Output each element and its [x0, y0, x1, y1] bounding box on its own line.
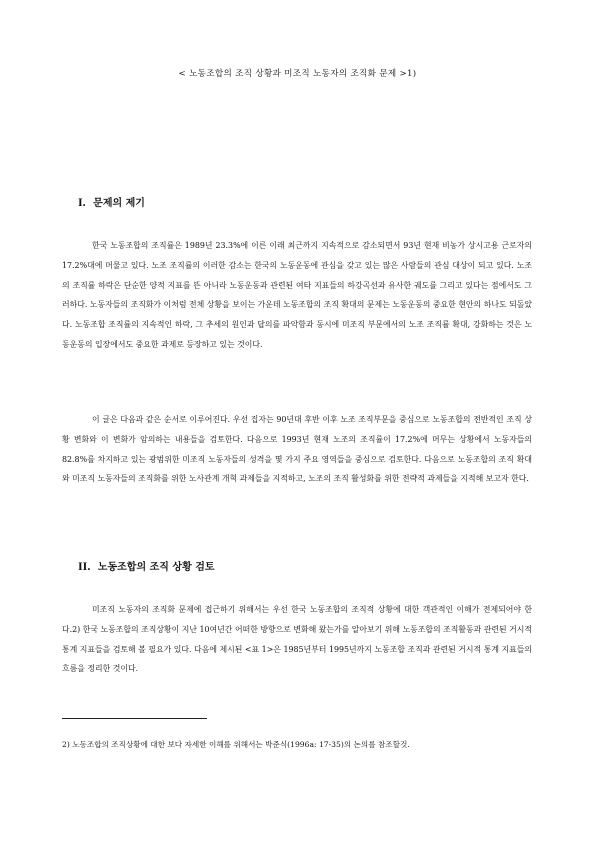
paragraph-2: 이 글은 다음과 같은 순서로 이루어진다. 우선 집자는 90년대 후반 이후 노조 조직부문을 중심으로 노동조합의 전반적인 조직 상황 변화와 이 변화가 암의하는 내용들을 검토한다. 다음으로 1993년 현재 노조의 조직률이 17.2%에 머무는 상황에서 노동자들의 82.8%를 차지하고 있는 광범위한 미조직 노동자들의 성격을 몇 가지 주요 영역들을 중심으로 검토한다. 다음으로 노동조합의 조직 확대와 미조직 노동자들의 조직화를 위한 노사관계 개혁 과제들을 지적하고, 노조의 조직 활성화를 위한 전략적 과제들을 지적해 보고자 한다. — [62, 415, 532, 484]
section-title-1: 문제의 제기 — [93, 198, 145, 209]
document-title: < 노동조합의 조직 상황과 미조직 노동자의 조직화 문제 >1) — [178, 69, 417, 79]
footnote: 2) 노동조합의 조직상황에 대한 보다 자세한 이해를 위해서는 박준식(1996a: 17-35)의 논의를 참조할것. — [62, 740, 410, 749]
section-heading-2 — [78, 558, 215, 574]
section-number-2: II. — [78, 559, 91, 573]
section-title-2: 노동조합의 조직 상황 검토 — [97, 562, 215, 573]
section-heading-1 — [78, 194, 145, 210]
section-number-1: I. — [78, 195, 86, 209]
paragraph-1: 한국 노동조합의 조직률은 1989년 23.3%에 이른 이래 최근까지 지속적으로 감소되면서 93년 현재 비농가 상시고용 근로자의 17.2%대에 머물고 있다. 노조 조직률의 이러한 감소는 한국의 노동운동에 관심을 갖고 있는 많은 사람들의 관심 대상이 되고 있다. 노조의 조직률 하락은 단순한 양적 지표를 뜬 아니라 노동운동과 관련된 여타 지표들의 하강곡선과 유사한 궤도를 그리고 있다는 점에서도 그러하다. 노동자들의 조직화가 이처럼 전체 상황을 보이는 가운데 노동조합의 조직 확대의 문제는 노동운동의 중요한 현안의 하나도 되돌았다. 노동조합 조직률의 지속적인 하락, 그 추세의 원인과 답의를 파악함과 동시에 미조직 부문에서의 노조 조직률 확대, 강화하는 것은 노동운동의 입장에서도 중요한 과제로 등장하고 있는 것이다. — [62, 241, 532, 349]
paragraph-3: 미조직 노동자의 조직화 문제에 접근하기 위해서는 우선 한국 노동조합의 조직적 상황에 대한 객관적인 이해가 전제되어야 한다.2) 한국 노동조합의 조직상황이 지난 10여년간 어떠한 방향으로 변화해 왔는가를 알아보기 위해 노동조합의 조직활동과 관련된 거시적 통계 지표들을 검토해 볼 필요가 있다. 다음에 제시된 <표 1>은 1985년부터 1995년까지 노동조합 조직과 관련된 거시적 통계 지표들의 흐름을 정리한 것이다. — [62, 605, 532, 674]
footnote-divider — [62, 718, 207, 719]
